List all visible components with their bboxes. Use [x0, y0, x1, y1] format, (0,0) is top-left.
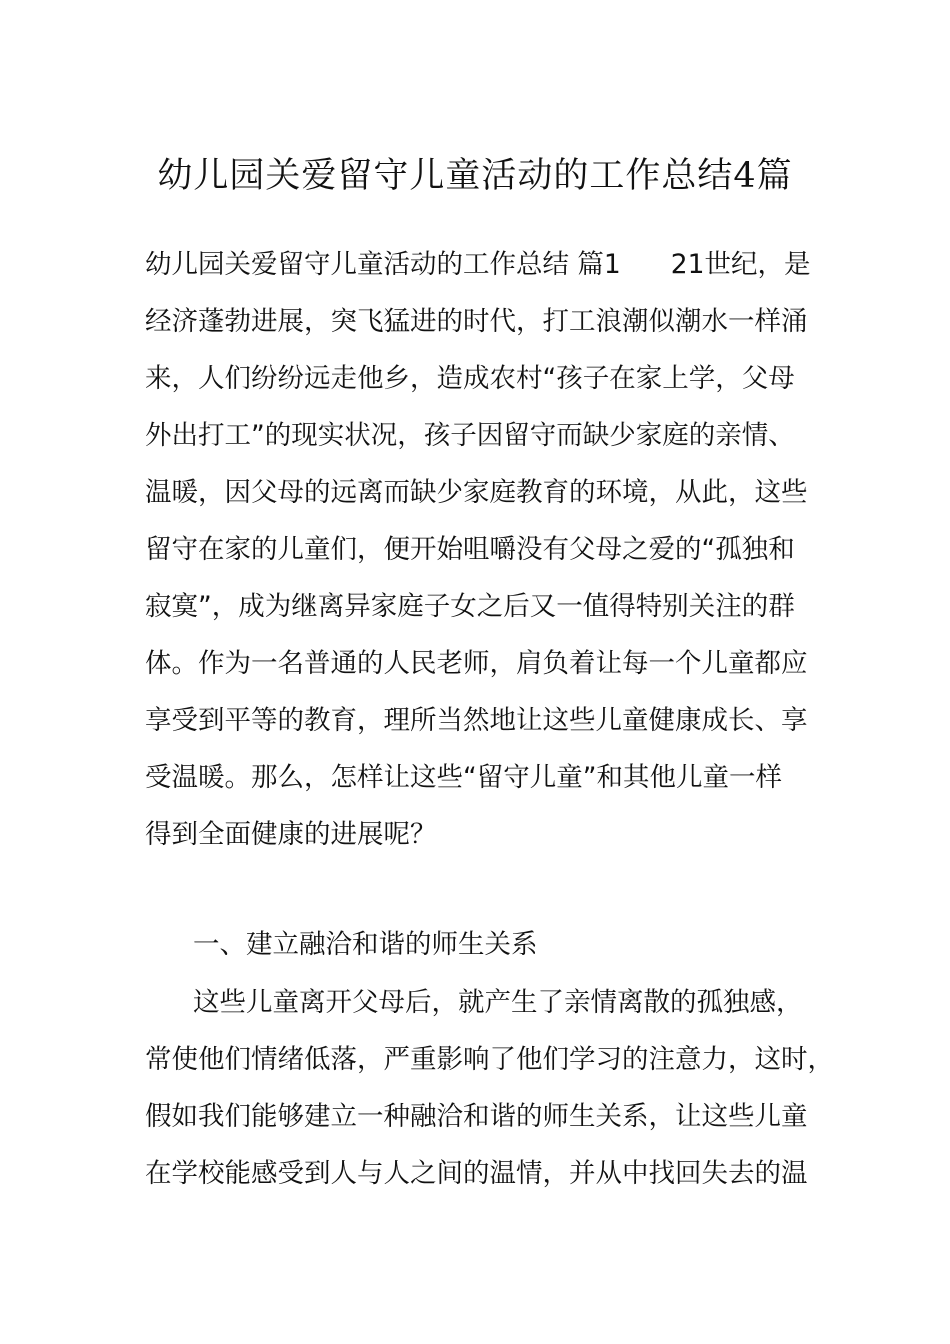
- body-line: 来，人们纷纷远走他乡，造成农村“孩子在家上学，父母: [145, 363, 795, 394]
- intro-label: 幼儿园关爱留守儿童活动的工作总结 篇1: [145, 249, 621, 280]
- section-heading: 一、建立融洽和谐的师生关系: [193, 929, 538, 960]
- document-title: 幼儿园关爱留守儿童活动的工作总结4篇: [157, 156, 793, 196]
- body-line: 得到全面健康的进展呢？: [145, 819, 437, 850]
- body-line: 受温暖。那么，怎样让这些“留守儿童”和其他儿童一样: [145, 762, 782, 793]
- body-line: 外出打工”的现实状况，孩子因留守而缺少家庭的亲情、: [145, 420, 795, 451]
- body-line: 21世纪，是: [670, 249, 811, 280]
- body-line: 体。作为一名普通的人民老师，肩负着让每一个儿童都应: [145, 648, 808, 679]
- body-line: 在学校能感受到人与人之间的温情，并从中找回失去的温: [145, 1158, 808, 1189]
- body-line: 寂寞”，成为继离异家庭子女之后又一值得特别关注的群: [145, 591, 795, 622]
- body-line: 假如我们能够建立一种融洽和谐的师生关系，让这些儿童: [145, 1101, 808, 1132]
- body-line: 留守在家的儿童们，便开始咀嚼没有父母之爱的“孤独和: [145, 534, 795, 565]
- intro-first-line: [145, 245, 811, 285]
- body-line: 这些儿童离开父母后，就产生了亲情离散的孤独感，: [193, 987, 803, 1018]
- body-line: 温暖，因父母的远离而缺少家庭教育的环境，从此，这些: [145, 477, 808, 508]
- body-line: 常使他们情绪低落，严重影响了他们学习的注意力，这时，: [145, 1044, 834, 1075]
- body-line: 享受到平等的教育，理所当然地让这些儿童健康成长、享: [145, 705, 808, 736]
- body-line: 经济蓬勃进展，突飞猛进的时代，打工浪潮似潮水一样涌: [145, 306, 808, 337]
